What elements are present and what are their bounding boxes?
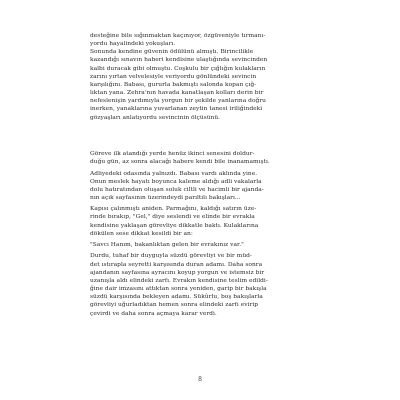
text-line: kalbi duracak gibi olmuştu. Coşkulu bir çığlığın kulakların [90,65,266,72]
text-line: ğine dair imzasını attıktan sonra yeniden, garip bir bakışla [90,286,267,293]
text-line: rinde bırakıp, "Gel," diye seslendi ve elinde bir evrakla [90,214,255,221]
text-line: çevirdi ve daha sonra açmaya karar verdi. [90,310,217,317]
text-line: karşılığını. Babası, gururla bakmıştı salonda kopan çığ- [90,81,257,88]
text-line: Durdu, tuhaf bir duyguyla süzdü görevliyi ve bir müd- [90,253,252,260]
paragraph-6 [90,241,311,249]
text-line: kazandığı sınavın haberi kendisine ulaştığında sevincinden [90,57,268,64]
text-block-bottom [90,150,311,318]
text-line: det ıstırapla seyretti karşısında duran adamı. Daha sonra [90,261,263,268]
text-line: gözyaşları anlatıyordu sevincinin ölçüsünü. [90,114,221,121]
paragraph-2 [90,48,311,121]
text-line: lıktan yana. Zehra'nın havada kanatlaşan kolları derin bir [90,90,264,97]
text-line: süzdü karşısında bekleyen adamı. Sükûrlu, boş bakışlarla [90,294,263,301]
page-number: 8 [198,376,202,383]
text-line: zarını yırtan velvelesiyle veriyordu gönlündeki sevincin [90,73,257,80]
paragraph-7 [90,252,311,317]
text-line: kendisine yaklaşan görevliye dikkatle baktı. Kulaklarına [90,222,259,229]
paragraph-1 [90,32,311,48]
text-line: Onun meslek hayatı boyunca kaleme aldığı adli vakalarla [90,178,262,185]
text-line: Kapısı çalınmıştı aniden. Parmağını, kaldığı satırın üze- [90,206,257,213]
paragraph-4 [90,170,311,203]
text-line: görevliyi uğurladıktan hemen sonra elindeki zarfı evirip [90,302,259,309]
text-line: "Savcı Hanım, bakanlıktan gelen bir evrakınız var." [90,242,244,249]
text-line: Sonunda kendine güvenin ödülünü almıştı. Birincilikle [90,49,254,56]
text-line: duğu gün, az sonra alacağı habere kendi bile inanamamıştı. [90,159,270,166]
text-line: Göreve ilk atandığı yerde henüz ikinci senesini doldur- [90,151,255,157]
text-line: uzanışla aldı elindeki zarfı. Evrakın kendisine teslim edildi- [90,277,268,284]
text-line: Adliyedeki odasında yalnızdı. Babası vardı aklında yine. [90,170,258,177]
text-line: dolu hatıratından oluşan soluk ciltli ve hacimli bir ajanda- [90,186,264,193]
text-block-top [90,32,311,122]
text-line: inerken, yanaklarına yuvarlanan zeytin tanesi iriliğindeki [90,106,263,113]
paragraph-5 [90,205,311,238]
text-line: dökülen sese dikkat kesildi bir an: [90,230,193,237]
text-line: desteğine bile sığınmaktan kaçınıyor, özgüveniyle tırmanı- [90,33,266,39]
text-line: ajandanın sayfasına ayracını koyup yorgun ve istemsiz bir [90,269,265,276]
paragraph-3 [90,150,311,166]
text-line: nın açık sayfasının üzerindeydi parıltılı bakışları... [90,194,241,201]
text-line: yordu hayalindeki yokuşları. [90,41,176,48]
text-line: nefeslenişin yardımıyla yorgun bir şekilde yanlarına doğru [90,98,266,105]
